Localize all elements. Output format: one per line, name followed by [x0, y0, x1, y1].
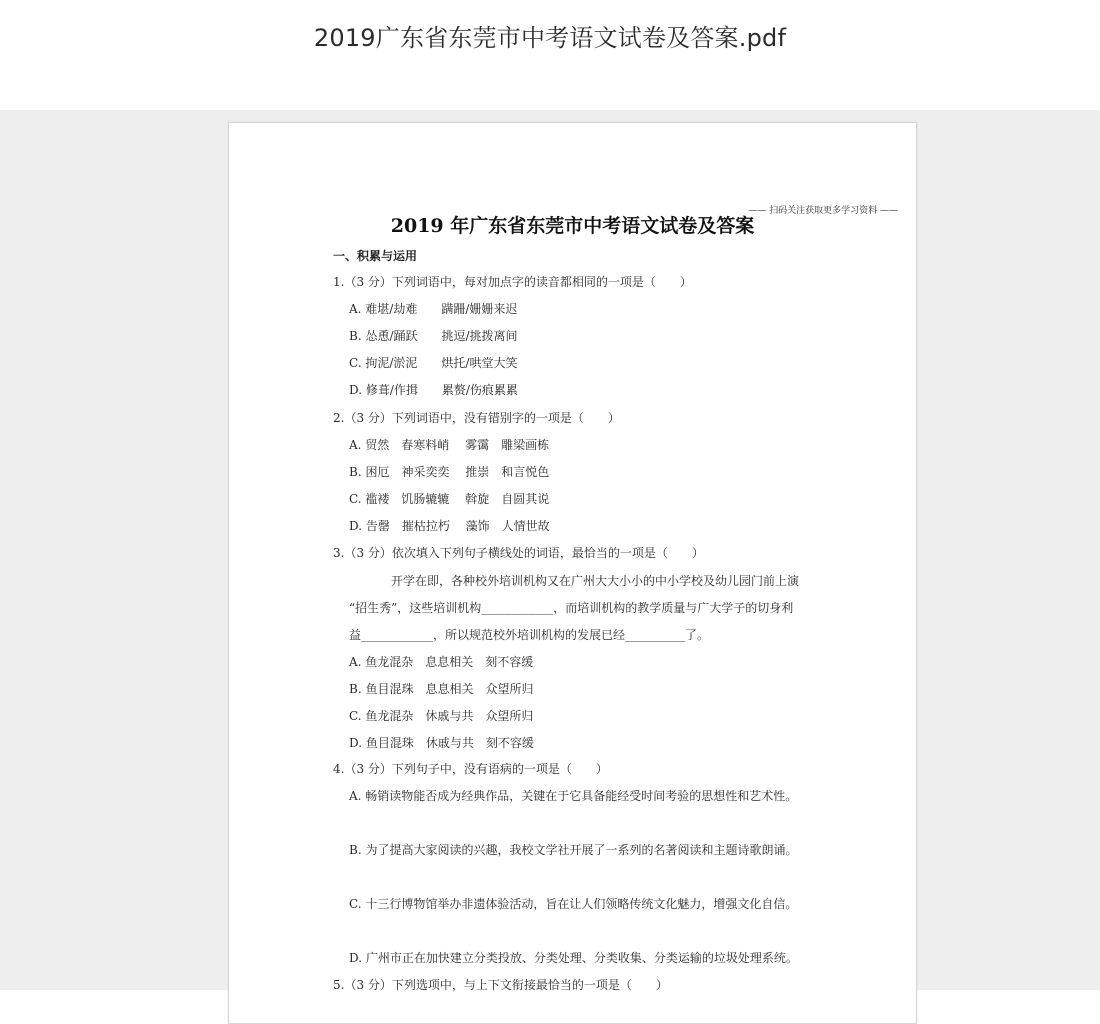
- option-line: B. 为了提高大家阅读的兴趣，我校文学社开展了一系列的名著阅读和主题诗歌朗诵。: [349, 843, 798, 857]
- pdf-page: [228, 122, 917, 1024]
- option-line: C. 褴褛 饥肠辘辘 斡旋 自圆其说: [349, 492, 550, 506]
- option-line: B. 鱼目混珠 息息相关 众望所归: [349, 682, 534, 696]
- option-line: A. 畅销读物能否成为经典作品，关键在于它具备能经受时间考验的思想性和艺术性。: [349, 789, 798, 803]
- question-line: 5.（3 分）下列选项中，与上下文衔接最恰当的一项是（ ）: [333, 978, 668, 992]
- question-line: 2.（3 分）下列词语中，没有错别字的一项是（ ）: [333, 411, 620, 425]
- option-line: D. 修葺/作揖 累赘/伤痕累累: [349, 383, 518, 397]
- paragraph-line: 益____________，所以规范校外培训机构的发展已经__________了。: [349, 628, 710, 642]
- option-line: B. 怂恿/踊跃 挑逗/挑拨离间: [349, 329, 518, 343]
- option-line: B. 困厄 神采奕奕 推崇 和言悦色: [349, 465, 550, 479]
- watermark-text: —— 扫码关注获取更多学习资料 ——: [748, 206, 898, 216]
- top-bar: [0, 0, 1100, 110]
- option-line: A. 难堪/劫难 蹒跚/姗姗来迟: [349, 302, 518, 316]
- paragraph-line: “招生秀”，这些培训机构____________，而培训机构的教学质量与广大学子的切身利: [349, 601, 794, 615]
- option-line: C. 鱼龙混杂 休戚与共 众望所归: [349, 709, 534, 723]
- section-heading: 一、积累与运用: [333, 249, 418, 263]
- option-line: A. 贸然 春寒料峭 雾霭 雕梁画栋: [349, 438, 550, 452]
- question-line: 4.（3 分）下列句子中，没有语病的一项是（ ）: [333, 762, 608, 776]
- document-title: 2019广东省东莞市中考语文试卷及答案.pdf: [313, 24, 787, 52]
- option-line: A. 鱼龙混杂 息息相关 刻不容缓: [349, 655, 534, 669]
- option-line: D. 告罄 摧枯拉朽 藻饰 人情世故: [349, 519, 550, 533]
- question-line: 3.（3 分）依次填入下列句子横线处的词语，最恰当的一项是（ ）: [333, 546, 704, 560]
- option-line: D. 鱼目混珠 休戚与共 刻不容缓: [349, 736, 534, 750]
- option-line: C. 拘泥/淤泥 烘托/哄堂大笑: [349, 356, 518, 370]
- page-heading: 2019 年广东省东莞市中考语文试卷及答案: [390, 215, 755, 237]
- option-line: D. 广州市正在加快建立分类投放、分类处理、分类收集、分类运输的垃圾处理系统。: [349, 951, 798, 965]
- question-line: 1.（3 分）下列词语中，每对加点字的读音都相同的一项是（ ）: [333, 275, 692, 289]
- option-line: C. 十三行博物馆举办非遗体验活动，旨在让人们领略传统文化魅力，增强文化自信。: [349, 897, 798, 911]
- paragraph-line: 开学在即，各种校外培训机构又在广州大大小小的中小学校及幼儿园门前上演: [391, 574, 800, 588]
